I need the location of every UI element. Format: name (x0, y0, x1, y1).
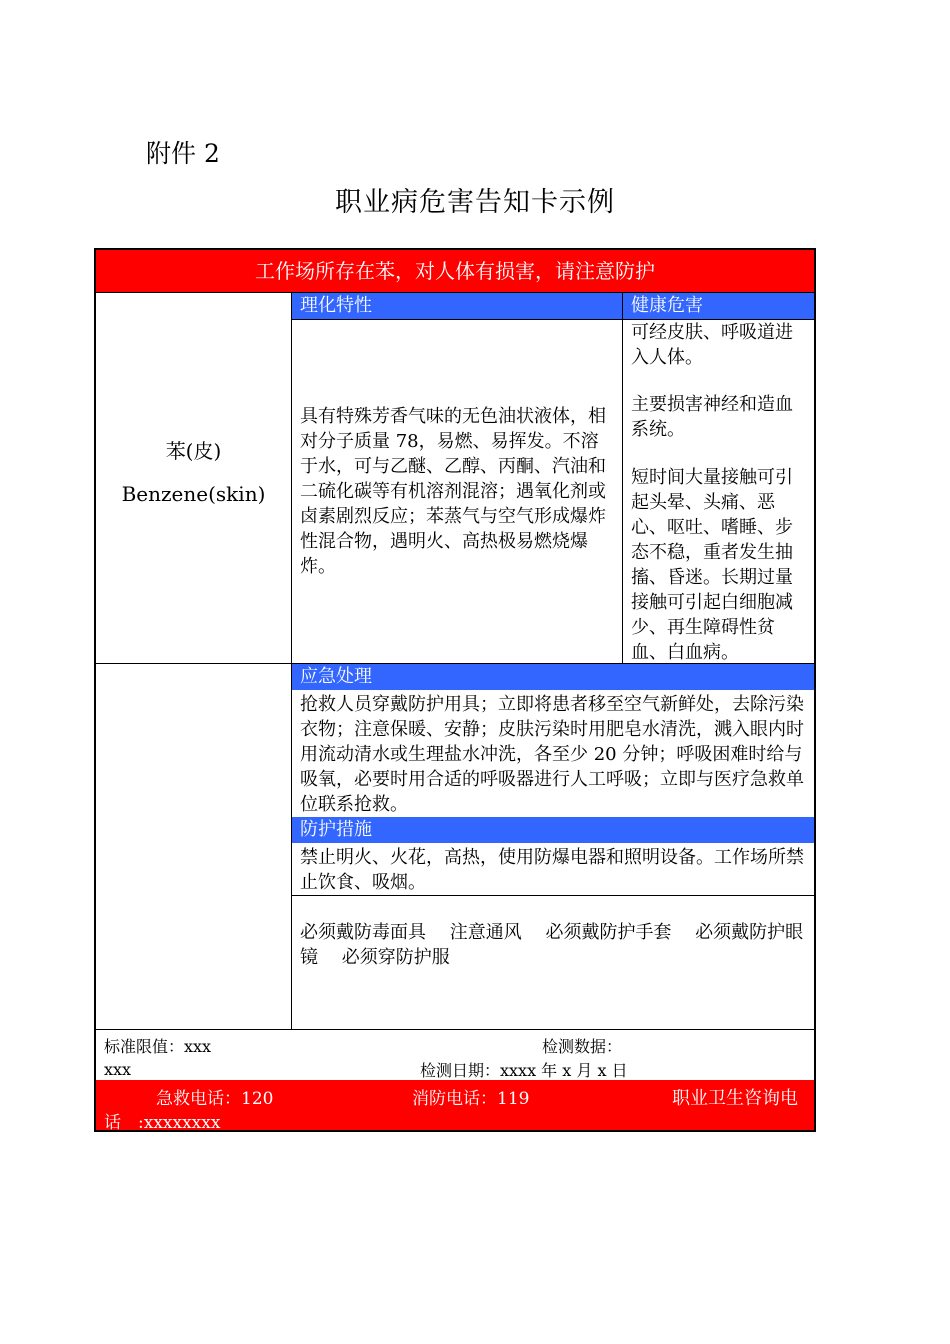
first-aid-phone: 急救电话：120 (156, 1089, 274, 1109)
health-text-3: 短时间大量接触可引起头晕、头痛、恶心、呕吐、嗜睡、步态不稳，重者发生抽搐、昏迷。长期过量接触可引起白细胞减少、再生障碍性贫血、白血病。 (631, 467, 793, 663)
substance-name-cn: 苯(皮) (165, 439, 222, 463)
health-header: 健康危害 (623, 293, 814, 319)
physchem-text: 具有特殊芳香气味的无色油状液体，相对分子质量 78，易燃、易挥发。不溶于水，可与乙醚、乙醇、丙酮、汽油和二硫化碳等有机溶剂混溶；遇氧化剂或卤素剧烈反应；苯蒸气与空气形成爆炸性混合物，遇明火、高热极易燃烧爆炸。 (300, 406, 606, 577)
detection-date: 检测日期：xxxx 年 x 月 x 日 (420, 1061, 628, 1080)
protection-signs: 必须戴防毒面具 注意通风 必须戴防护手套 必须戴防护眼镜 必须穿防护服 (300, 922, 804, 968)
fire-phone: 消防电话：119 (412, 1089, 530, 1109)
physchem-header: 理化特性 (292, 293, 622, 319)
consult-phone-number: 话 :xxxxxxxx (104, 1113, 221, 1133)
consult-phone-label: 职业卫生咨询电 (672, 1088, 798, 1109)
divider (96, 1029, 814, 1030)
limit-value: 标准限值：xxx (104, 1037, 212, 1056)
emergency-header: 应急处理 (292, 664, 814, 690)
protection-header: 防护措施 (292, 817, 814, 843)
emergency-text: 抢救人员穿戴防护用具；立即将患者移至空气新鲜处，去除污染衣物；注意保暖、安静；皮肤污染时用肥皂水清洗，溅入眼内时用流动清水或生理盐水冲洗，各至少 20 分钟；呼吸困难时给与吸氧，必要时用合适的呼吸器进行人工呼吸；立即与医疗急救单位联系抢救。 (300, 694, 804, 815)
substance-name-en: Benzene(skin) (121, 482, 266, 506)
health-text-2: 主要损害神经和造血系统。 (631, 394, 793, 440)
limit-value-cont: xxx (104, 1060, 132, 1079)
hazard-notice-card (94, 248, 816, 1132)
protection-text: 禁止明火、火花，高热，使用防爆电器和照明设备。工作场所禁止饮食、吸烟。 (300, 847, 804, 893)
detection-data: 检测数据： (542, 1037, 623, 1056)
warning-banner: 工作场所存在苯，对人体有损害，请注意防护 (96, 250, 814, 293)
health-text-1: 可经皮肤、呼吸道进入人体。 (631, 322, 793, 368)
contact-bar (96, 1080, 814, 1133)
attachment-label: 附件 2 (146, 139, 220, 168)
page-title: 职业病危害告知卡示例 (335, 187, 615, 218)
